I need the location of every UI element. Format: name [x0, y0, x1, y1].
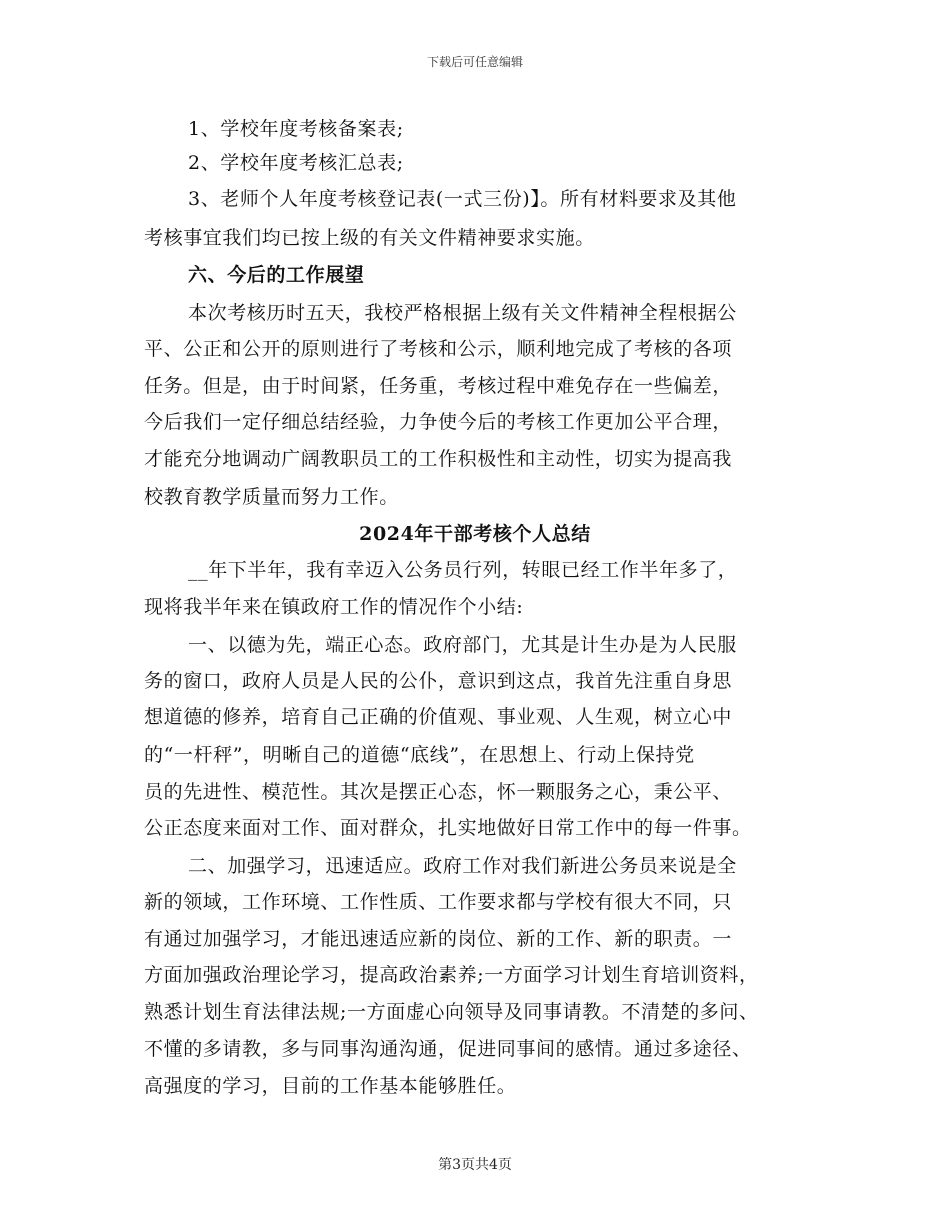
paragraph-line: 二、加强学习，迅速适应。政府工作对我们新进公务员来说是全: [188, 855, 737, 877]
page-header: 下载后可任意编辑: [426, 55, 523, 69]
paragraph-line: 一、以德为先，端正心态。政府部门，尤其是计生办是为人民服: [188, 634, 737, 656]
paragraph-line: 今后我们一定仔细总结经验，力争使今后的考核工作更加公平合理，: [144, 411, 733, 433]
list-item: 2、学校年度考核汇总表;: [188, 152, 404, 174]
paragraph-line: 高强度的学习，目前的工作基本能够胜任。: [144, 1075, 517, 1097]
paragraph-line: 有通过加强学习，才能迅速适应新的岗位、新的工作、新的职责。一: [144, 928, 733, 950]
section-heading: 六、今后的工作展望: [188, 264, 365, 286]
paragraph-line: 不懂的多请教，多与同事沟通沟通，促进同事间的感情。通过多途径、: [144, 1038, 752, 1060]
paragraph-line: 务的窗口，政府人员是人民的公仆，意识到这点，我首先注重自身思: [144, 670, 733, 692]
paragraph-line: 的“一杆秤”，明晰自己的道德“底线”，在思想上、行动上保持党: [144, 744, 695, 766]
document-title: 2024年干部考核个人总结: [359, 523, 591, 545]
page-number: 第3页共4页: [438, 1157, 512, 1173]
paragraph-line: 校教育教学质量而努力工作。: [144, 486, 399, 508]
paragraph-line: 平、公正和公开的原则进行了考核和公示，顺利地完成了考核的各项: [144, 338, 733, 360]
paragraph-line: 熟悉计划生育法律法规;一方面虚心向领导及同事请教。不清楚的多问、: [144, 1001, 759, 1023]
paragraph-line: 方面加强政治理论学习，提高政治素养;一方面学习计划生育培训资料，: [144, 964, 759, 986]
paragraph-line: __年下半年，我有幸迈入公务员行列，转眼已经工作半年多了，: [188, 559, 738, 581]
paragraph-line: 任务。但是，由于时间紧，任务重，考核过程中难免存在一些偏差，: [144, 375, 733, 397]
list-item: 1、学校年度考核备案表;: [188, 118, 404, 140]
paragraph-line: 考核事宜我们均已按上级的有关文件精神要求实施。: [144, 227, 595, 249]
list-item: 3、老师个人年度考核登记表(一式三份)】。所有材料要求及其他: [188, 188, 737, 210]
paragraph-line: 现将我半年来在镇政府工作的情况作个小结:: [144, 596, 524, 618]
paragraph-line: 公正态度来面对工作、面对群众，扎实地做好日常工作中的每一件事。: [144, 817, 752, 839]
paragraph-line: 才能充分地调动广阔教职员工的工作积极性和主动性，切实为提高我: [144, 448, 733, 470]
paragraph-line: 新的领域，工作环境、工作性质、工作要求都与学校有很大不同，只: [144, 891, 733, 913]
paragraph-line: 想道德的修养，培育自己正确的价值观、事业观、人生观，树立心中: [144, 706, 733, 728]
paragraph-line: 本次考核历时五天，我校严格根据上级有关文件精神全程根据公: [188, 302, 737, 324]
paragraph-line: 员的先进性、模范性。其次是摆正心态，怀一颗服务之心，秉公平、: [144, 781, 733, 803]
